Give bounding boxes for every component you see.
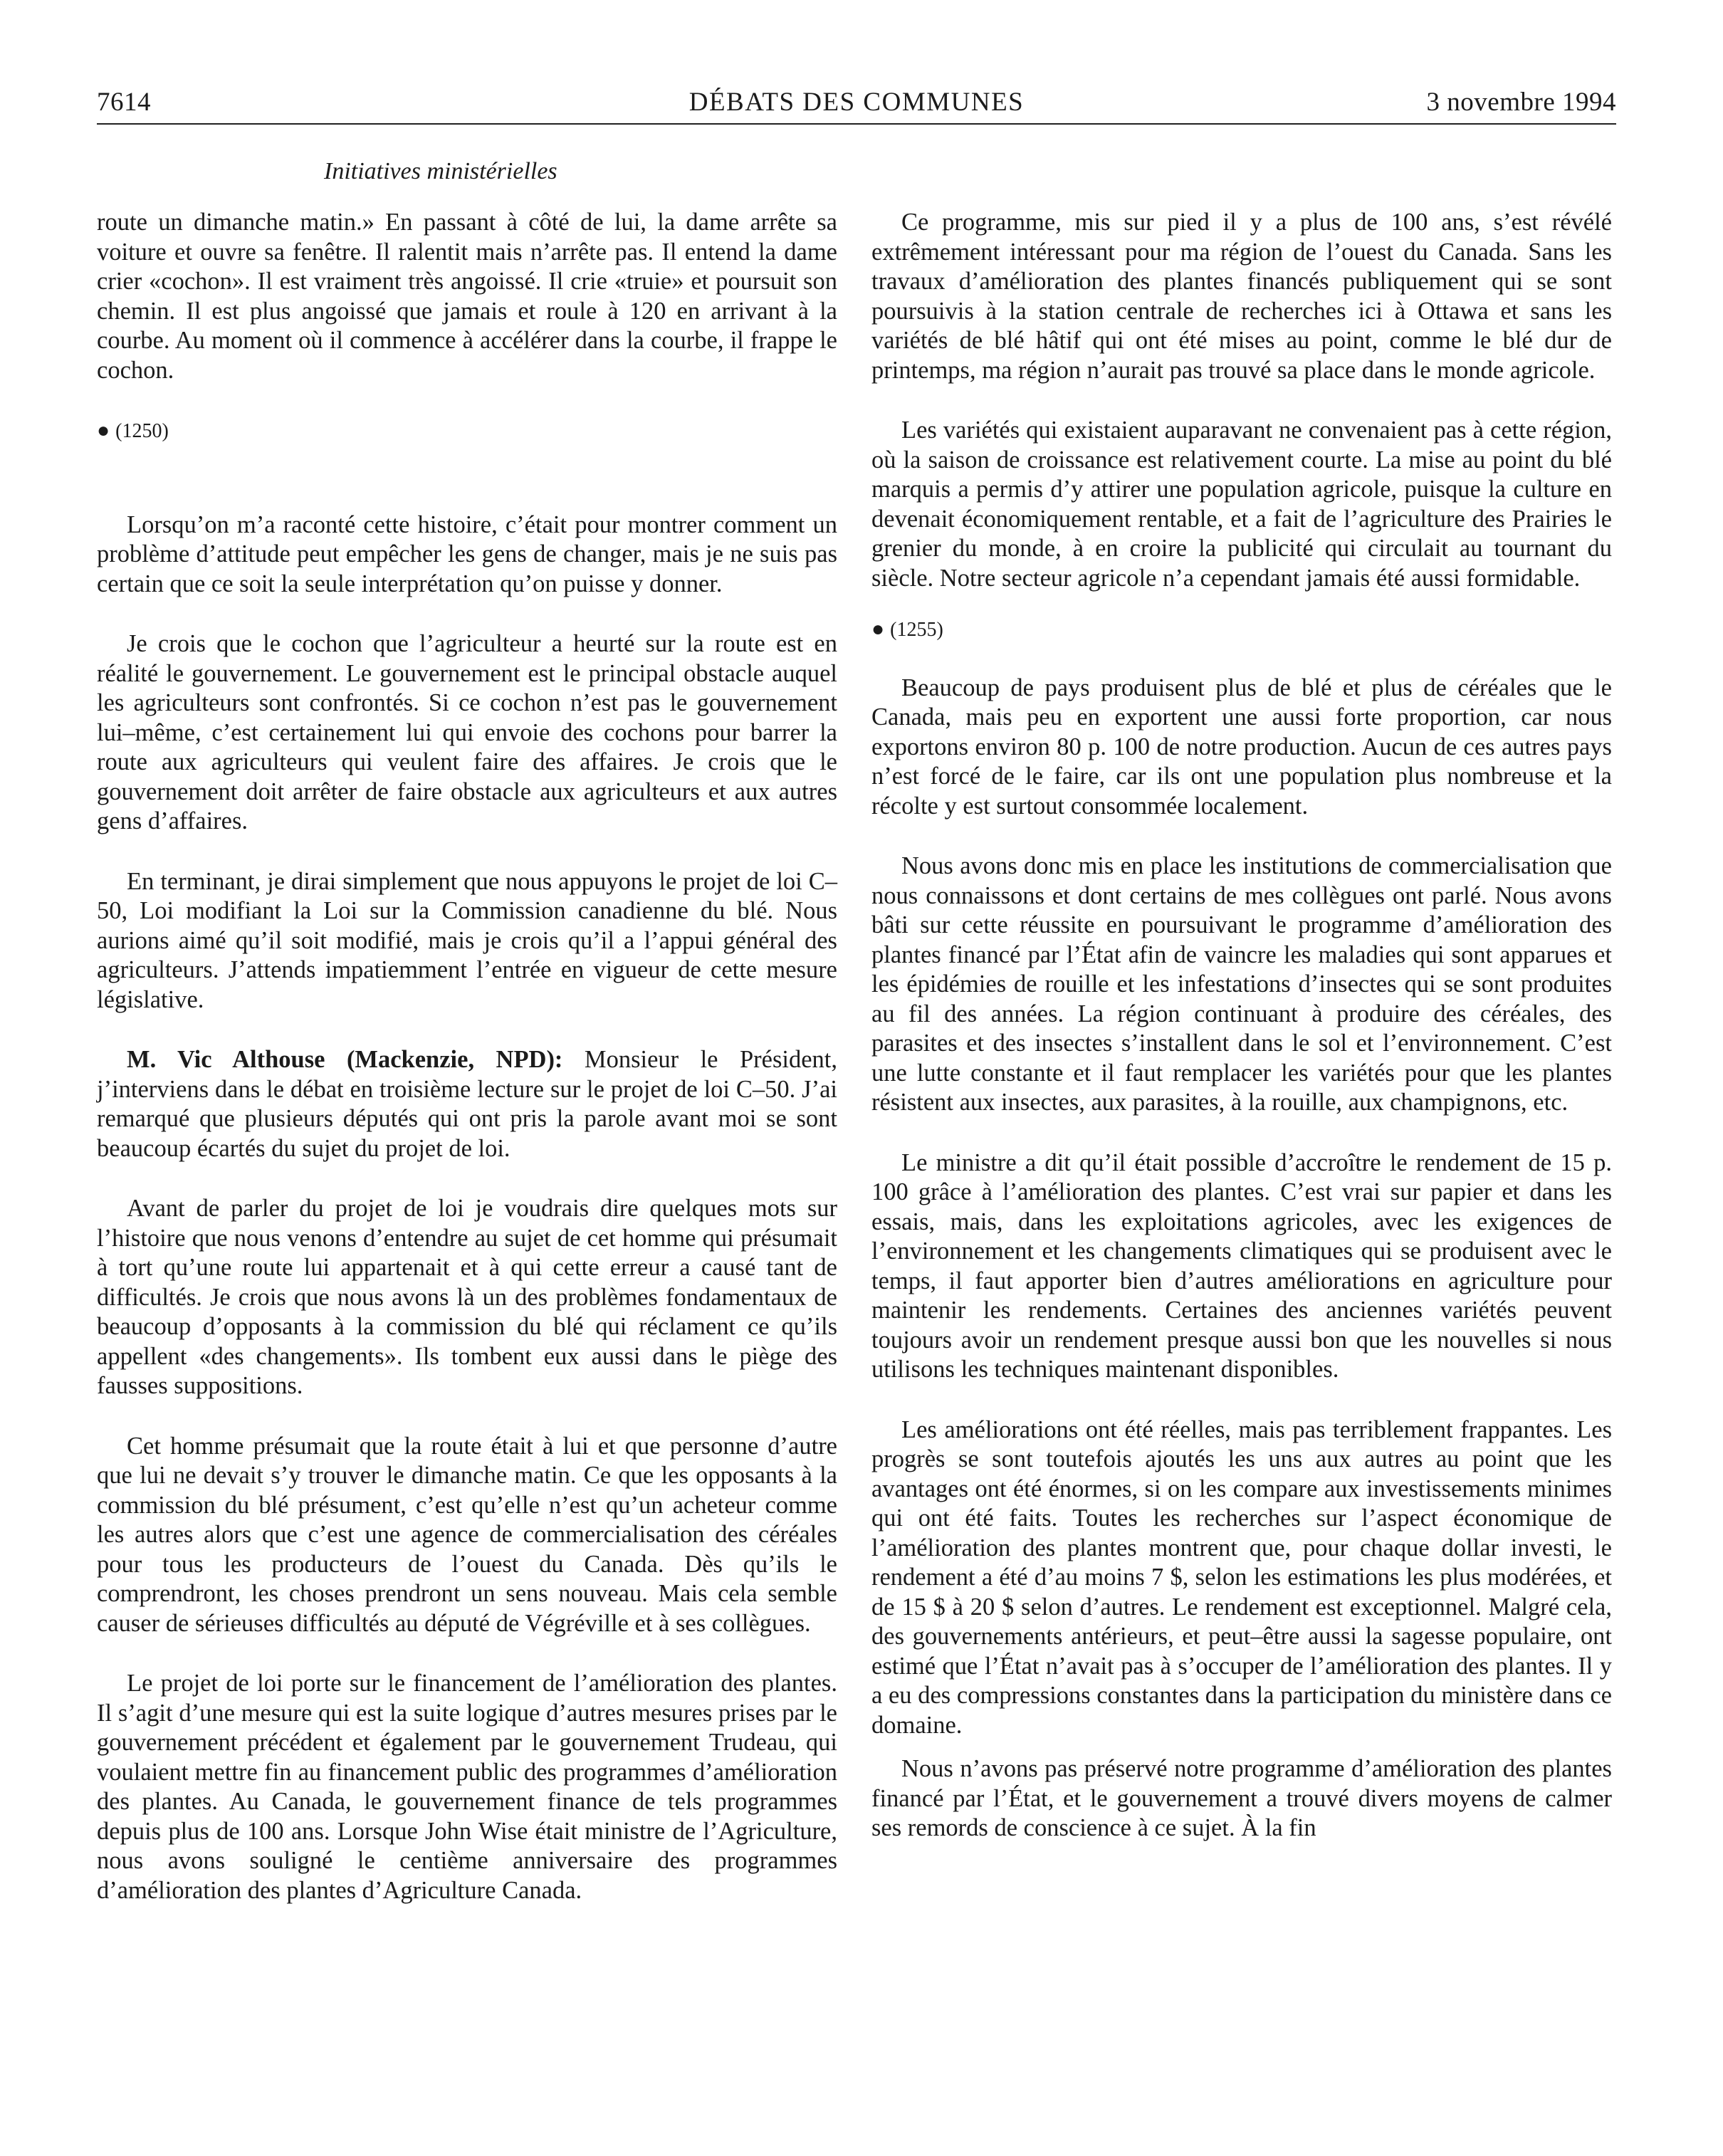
bullet-icon: ● bbox=[871, 617, 885, 641]
left-column bbox=[97, 208, 837, 1905]
paragraph: Le ministre a dit qu’il était possible d’accroître le rendement de 15 p. 100 grâce à l’amélioration des plantes. C’est vrai sur papier et dans les essais, mais, dans les exploitations agricoles, avec les exigences de l’environnement et les changements climatiques qui se produisent avec le temps, il faut apporter bien d’autres améliorations en agriculture pour maintenir les rendements. Certaines des anciennes variétés peuvent toujours avoir un rendement presque aussi bon que les nouvelles si nous utilisons les techniques maintenant disponibles. bbox=[871, 1148, 1612, 1383]
paragraph: Les variétés qui existaient auparavant ne convenaient pas à cette région, où la saison de croissance est relativement courte. La mise au point du blé marquis a permis d’y attirer une population agricole, puisque la culture en devenait économiquement rentable, et a fait de l’agriculture des Prairies le grenier du monde, à en croire la publicité qui circulait au tournant du siècle. Notre secteur agricole n’a cependant jamais été aussi formidable. bbox=[871, 417, 1612, 592]
speaker-paragraph bbox=[97, 1045, 837, 1163]
right-column bbox=[871, 208, 1612, 1843]
paragraph: route un dimanche matin.» En passant à côté de lui, la dame arrête sa voiture et ouvre sa fenêtre. Il ralentit mais n’arrête pas. Il entend la dame crier «cochon». Il est vraiment très angoissé. Il crie «truie» et poursuit son chemin. Il est plus angoissé que jamais et roule à 120 en arrivant à la courbe. Au moment où il commence à accélérer dans la courbe, il frappe le cochon. bbox=[97, 209, 837, 384]
page-number: 7614 bbox=[97, 88, 151, 117]
paragraph: Cet homme présumait que la route était à lui et que personne d’autre que lui ne devait s’y trouver le dimanche matin. Ce que les opposants à la commission du blé présument, c’est qu’elle n’est qu’un acheteur comme les autres alors que c’est une agence de commercialisation des céréales pour tous les producteurs de l’ouest du Canada. Dès qu’ils le comprendront, les choses prendront un sens nouveau. Mais cela semble causer de sérieuses difficultés au député de Végréville et à ses collègues. bbox=[97, 1432, 837, 1637]
paragraph: Nous n’avons pas préservé notre programme d’amélioration des plantes financé par l’État, et le gouvernement a trouvé divers moyens de calmer ses remords de conscience à ce sujet. À la fin bbox=[871, 1755, 1612, 1841]
paragraph: Nous avons donc mis en place les institutions de commercialisation que nous connaissons et dont certains de mes collègues ont parlé. Nous avons bâti sur cette réussite en poursuivant le programme d’amélioration des plantes financé par l’État afin de vaincre les maladies qui sont apparues et les épidémies de rouille et les infestations d’insectes qui se sont produites au fil des années. La région continuant à produire des céréales, des parasites et des insectes s’installent dans le sol et l’environnement. C’est une lutte constante et il faut remplacer les variétés pour que les plantes résistent aux insectes, aux parasites, à la rouille, aux champignons, etc. bbox=[871, 852, 1612, 1116]
speech-text: Monsieur le Président, j’interviens dans le débat en troisième lecture sur le projet de loi C–50. J’ai remarqué que plusieurs députés qui ont pris la parole avant moi se sont beaucoup écartés du sujet du projet de loi. bbox=[97, 1046, 837, 1162]
paragraph: Ce programme, mis sur pied il y a plus de 100 ans, s’est révélé extrêmement intéressant pour ma région de l’ouest du Canada. Sans les travaux d’amélioration des plantes financés publiquement qui se sont poursuivis à la station centrale de recherches ici à Ottawa et sans les variétés de blé hâtif qui ont été mises au point, comme le blé dur de printemps, ma région n’aurait pas trouvé sa place dans le monde agricole. bbox=[871, 209, 1612, 384]
publication-title: DÉBATS DES COMMUNES bbox=[688, 88, 1025, 117]
timestamp-text: (1255) bbox=[890, 619, 943, 641]
paragraph: Lorsqu’on m’a raconté cette histoire, c’était pour montrer comment un problème d’attitude peut empêcher les gens de changer, mais je ne suis pas certain que ce soit la seule interprétation qu’on puisse y donner. bbox=[97, 511, 837, 597]
paragraph: Avant de parler du projet de loi je voudrais dire quelques mots sur l’histoire que nous venons d’entendre au sujet de cet homme qui présumait à tort qu’une route lui appartenait et à qui cette erreur a causé tant de difficultés. Je crois que nous avons là un des problèmes fondamentaux de beaucoup d’opposants à la commission du blé qui réclament ce qu’ils appellent «des changements». Ils tombent eux aussi dans le piège des fausses suppositions. bbox=[97, 1195, 837, 1399]
header-rule bbox=[97, 123, 1616, 125]
timestamp-text: (1250) bbox=[115, 420, 169, 442]
section-label: Initiatives ministérielles bbox=[324, 158, 557, 184]
paragraph: Le projet de loi porte sur le financement de l’amélioration des plantes. Il s’agit d’une mesure qui est la suite logique d’autres mesures prises par le gouvernement précédent et également par le gouvernement Trudeau, qui voulaient mettre fin au financement public des programmes d’amélioration des plantes. Au Canada, le gouvernement finance de tels programmes depuis plus de 100 ans. Lorsque John Wise était ministre de l’Agriculture, nous avons souligné le centième anniversaire des programmes d’amélioration des plantes d’Agriculture Canada. bbox=[97, 1670, 837, 1904]
paragraph: En terminant, je dirai simplement que nous appuyons le projet de loi C–50, Loi modifiant la Loi sur la Commission canadienne du blé. Nous aurions aimé qu’il soit modifié, mais je crois qu’il a l’appui général des agriculteurs. J’attends impatiemment l’entrée en vigueur de cette mesure législative. bbox=[97, 867, 837, 1013]
bullet-icon: ● bbox=[97, 419, 110, 442]
publication-date: 3 novembre 1994 bbox=[1426, 88, 1616, 117]
paragraph: Beaucoup de pays produisent plus de blé et plus de céréales que le Canada, mais peu en exportent une aussi forte proportion, car nous exportons environ 80 p. 100 de notre production. Aucun de ces autres pays n’est forcé de le faire, car ils ont une population plus nombreuse et la récolte y est surtout consommée localement. bbox=[871, 674, 1612, 820]
timestamp bbox=[97, 416, 837, 446]
speaker-name: M. Vic Althouse (Mackenzie, NPD): bbox=[127, 1046, 563, 1073]
paragraph: Les améliorations ont été réelles, mais pas terriblement frappantes. Les progrès se sont toutefois ajoutés les uns aux autres au point que les avantages ont été énormes, si on les compare aux investissements minimes qui ont été faits. Toutes les recherches sur l’aspect économique de l’amélioration des plantes montrent que, pour chaque dollar investi, le rendement a été d’au moins 7 $, selon les estimations les plus modérées, et de 15 $ à 20 $ selon d’autres. Le rendement est exceptionnel. Malgré cela, des gouvernements antérieurs, et peut–être aussi la sagesse populaire, ont estimé que l’État n’avait pas à s’occuper de l’amélioration des plantes. Il y a eu des compressions constantes dans la participation du ministère dans ce domaine. bbox=[871, 1415, 1612, 1739]
timestamp bbox=[871, 614, 1612, 645]
paragraph: Je crois que le cochon que l’agriculteur a heurté sur la route est en réalité le gouvernement. Le gouvernement est le principal obstacle auquel les agriculteurs sont confrontés. Si ce cochon n’est pas le gouvernement lui–même, c’est certainement lui qui envoie des cochons pour barrer la route aux agriculteurs qui veulent faire des affaires. Je crois que le gouvernement doit arrêter de faire obstacle aux agriculteurs et aux autres gens d’affaires. bbox=[97, 630, 837, 834]
page-header bbox=[97, 83, 1616, 122]
